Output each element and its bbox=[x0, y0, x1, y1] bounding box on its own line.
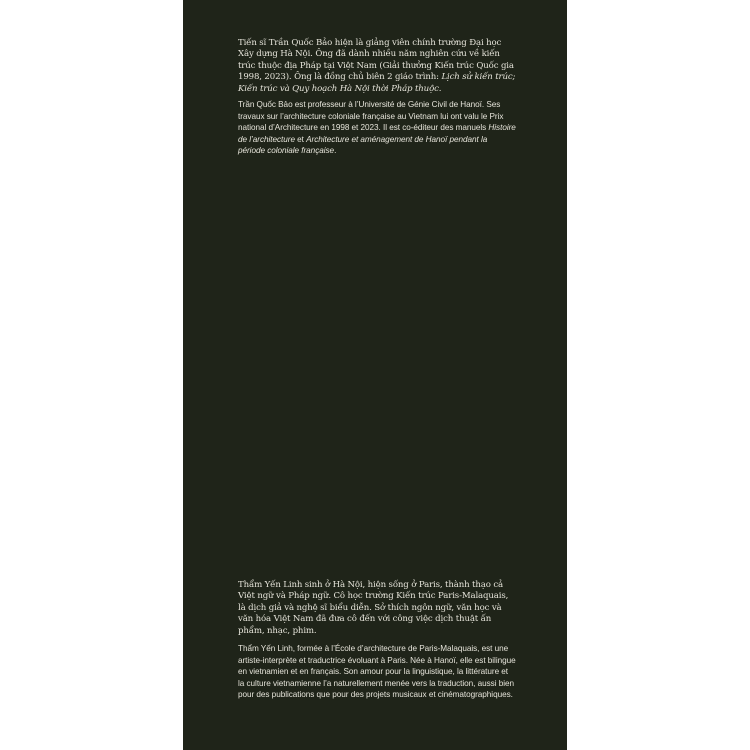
author-bio-fr-mid: et bbox=[294, 134, 307, 144]
author-bio-fr-end: . bbox=[334, 146, 337, 156]
author-bio-vi-end: . bbox=[438, 83, 442, 94]
author-book-title-fr-1: Histoire de l’architecture bbox=[238, 123, 516, 144]
author-book-title-fr-2: Architecture et aménagement de Hanoï pendant la période coloniale française bbox=[238, 134, 488, 156]
author-book-title-vi: Lịch sử kiến trúc; Kiến trúc và Quy hoạch Hà Nội thời Pháp thuộc bbox=[238, 72, 516, 94]
author-bio-vi-text: Tiến sĩ Trần Quốc Bảo hiện là giảng viên chính trường Đại học Xây dựng Hà Nội. Ông đã dành nhiều năm nghiên cứu về kiến trúc thuộc địa Pháp tại Việt Nam (Giải thưởng Kiến trúc Quốc gia 1998, 2023). Ông là đồng chủ biên 2 giáo trình: bbox=[238, 38, 514, 83]
translator-bio-vietnamese: Thẩm Yến Linh sinh ở Hà Nội, hiện sống ở Paris, thành thạo cả Việt ngữ và Pháp ngữ. Cô học trường Kiến trúc Paris-Malaquais, là dịch giả và nghệ sĩ biểu diễn. Sở thích ngôn ngữ, văn học và văn hóa Việt Nam đã đưa cô đến với công việc dịch thuật ấn phẩm, nhạc, phim. bbox=[238, 580, 509, 636]
author-bio-vietnamese bbox=[238, 38, 516, 95]
author-bio-fr-text: Trần Quốc Bảo est professeur à l’Université de Génie Civil de Hanoï. Ses travaux sur l’architecture coloniale française au Vietnam lui ont valu le Prix national d’Architecture en 1998 et 2023. Il est co-éditeur des manuels bbox=[238, 100, 504, 133]
translator-bio-french: Thẩm Yến Linh, formée à l’École d’architecture de Paris-Malaquais, est une artiste-interprète et traductrice évoluant à Paris. Née à Hanoï, elle est bilingue en vietnamien et en français. Son amour pour la linguistique, la littérature et la culture vietnamienne l’a naturellement menée vers la traduction, aussi bien pour des publications que pour des projets musicaux et cinématographiques. bbox=[238, 644, 516, 700]
author-bio-french bbox=[238, 99, 516, 157]
back-cover-panel bbox=[183, 0, 567, 750]
